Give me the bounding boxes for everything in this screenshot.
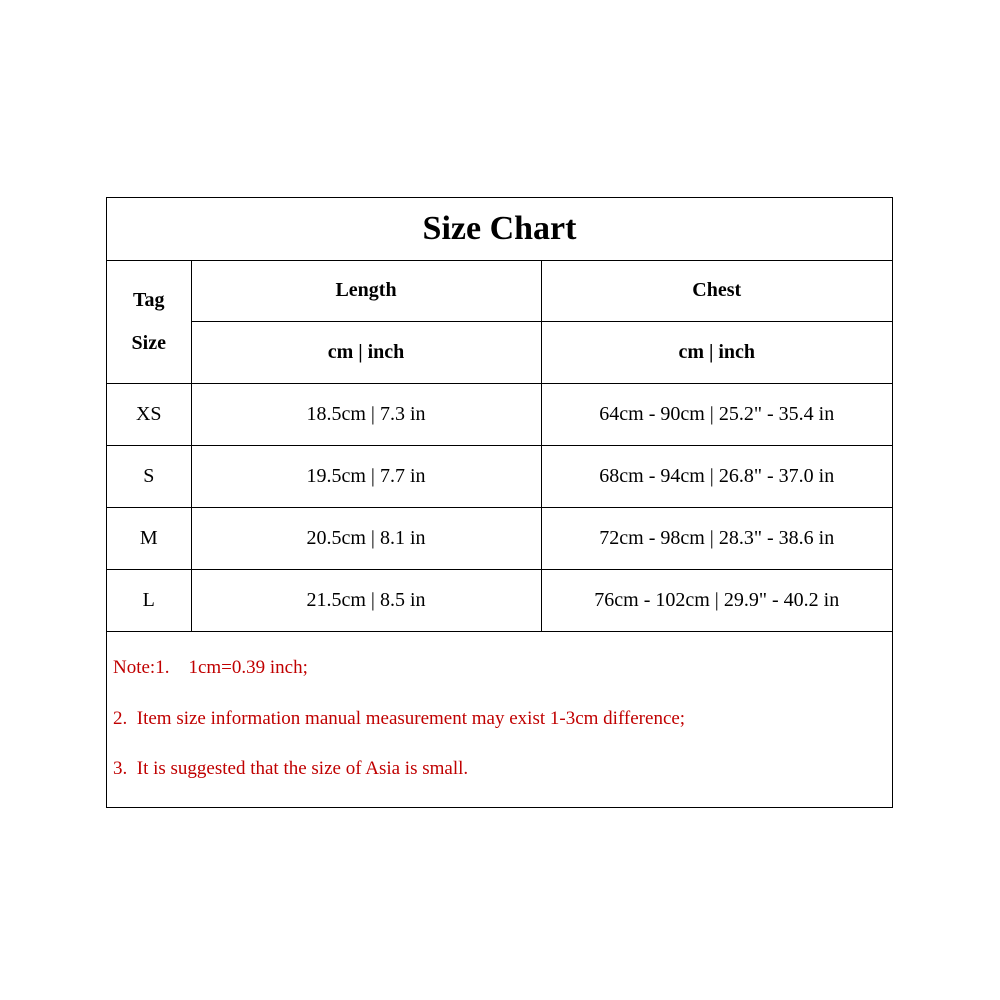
note-1: Note:1. 1cm=0.39 inch; bbox=[113, 657, 308, 678]
chest-cell: 72cm - 98cm | 28.3" - 38.6 in bbox=[541, 508, 892, 570]
tag-size-header bbox=[107, 260, 191, 384]
chest-cell: 68cm - 94cm | 26.8" - 37.0 in bbox=[541, 446, 892, 508]
chest-cell: 64cm - 90cm | 25.2" - 35.4 in bbox=[541, 384, 892, 446]
chest-cell: 76cm - 102cm | 29.9" - 40.2 in bbox=[541, 570, 892, 632]
size-cell: XS bbox=[107, 384, 191, 446]
unit-row bbox=[107, 322, 892, 384]
table-row bbox=[107, 446, 892, 508]
chest-unit-header: cm | inch bbox=[541, 322, 892, 384]
note-2: 2. Item size information manual measurement may exist 1-3cm difference; bbox=[113, 708, 686, 729]
notes-section bbox=[107, 635, 892, 807]
size-table bbox=[107, 260, 892, 632]
size-chart bbox=[106, 197, 893, 808]
note-3: 3. It is suggested that the size of Asia is small. bbox=[113, 758, 469, 779]
tag-size-header-line1: Tag bbox=[132, 288, 165, 311]
length-cell: 21.5cm | 8.5 in bbox=[191, 570, 541, 632]
table-row bbox=[107, 508, 892, 570]
length-header: Length bbox=[191, 260, 541, 322]
chart-title: Size Chart bbox=[107, 198, 892, 261]
size-cell: M bbox=[107, 508, 191, 570]
chest-header: Chest bbox=[541, 260, 892, 322]
tag-size-header-line2: Size bbox=[131, 331, 166, 354]
size-cell: S bbox=[107, 446, 191, 508]
table-row bbox=[107, 384, 892, 446]
size-cell: L bbox=[107, 570, 191, 632]
table-row bbox=[107, 570, 892, 632]
length-cell: 20.5cm | 8.1 in bbox=[191, 508, 541, 570]
header-row bbox=[107, 260, 892, 322]
length-cell: 18.5cm | 7.3 in bbox=[191, 384, 541, 446]
length-cell: 19.5cm | 7.7 in bbox=[191, 446, 541, 508]
length-unit-header: cm | inch bbox=[191, 322, 541, 384]
